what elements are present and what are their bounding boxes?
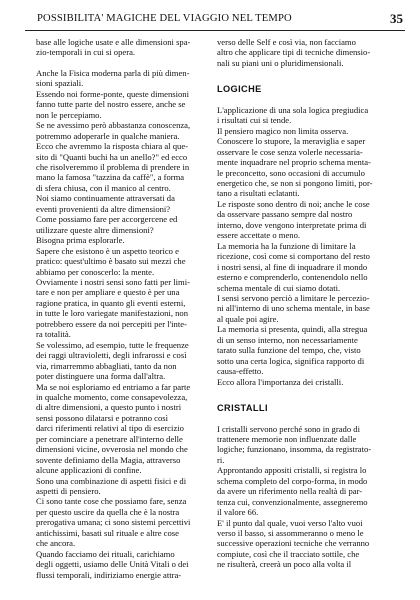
text-line: ra totalità. xyxy=(36,329,71,340)
text-line: sioni spaziali. xyxy=(36,78,84,89)
text-line: il valore 66. xyxy=(217,507,259,518)
text-line: Noi siamo continuamente attraversati da xyxy=(36,193,175,204)
text-line: Se ne avessimo però abbastanza conoscenza, xyxy=(36,120,191,131)
text-line: osservare le cose senza volerle necessaria- xyxy=(217,146,363,157)
text-line: Approntando appositi cristalli, si registra lo xyxy=(217,465,367,476)
text-line: eventi provenienti da altre dimensioni? xyxy=(36,203,171,214)
text-line: mente inquadrare nel proprio schema menta- xyxy=(217,157,371,168)
text-line: che risolveremmo il problema di prendere in xyxy=(36,161,190,172)
text-line: La memoria si presenta, quindi, alla stregua xyxy=(217,324,368,335)
paragraph-gap xyxy=(217,387,389,403)
text-line: Ovviamente i nostri sensi sono fatti per limi- xyxy=(36,276,190,287)
text-line: flussi temporali, indiriziamo energie attra- xyxy=(36,569,182,580)
text-line: I sensi servono perciò a limitare le percezio- xyxy=(217,292,370,303)
left-column xyxy=(36,37,208,580)
text-line: Le risposte sono dentro di noi; anche le cose xyxy=(217,198,370,209)
text-line: prerogativa umana; ci sono sistemi percettivi xyxy=(36,517,191,528)
text-line: in qualche momento, come consapevolezza, xyxy=(36,391,188,402)
text-line: logiche; funzionano, insomma, da registrato- xyxy=(217,444,372,455)
text-line: Ecco che avremmo la risposta chiara al que- xyxy=(36,141,188,152)
section-heading: CRISTALLI xyxy=(217,403,268,414)
text-line: di sfera chiusa, con il manico al centro. xyxy=(36,182,171,193)
text-line: da avere un riferimento nella realtà di par- xyxy=(217,486,363,497)
text-line: darci riferimenti relativi al tipo di esercizio xyxy=(36,423,184,434)
right-column xyxy=(217,37,389,570)
text-line: tenza cui, convenzionalmente, assegneremo xyxy=(217,496,368,507)
text-line: poter distinguere una forma dall'altra. xyxy=(36,371,166,382)
text-line: ri. xyxy=(217,454,225,465)
text-line: Anche la Fisica moderna parla di più dimen- xyxy=(36,67,190,78)
text-line: in tutte le loro variegate manifestazioni, non xyxy=(36,308,189,319)
text-line: antichissimi, basati sul rituale e altre cose xyxy=(36,527,179,538)
text-line: alcune applicazioni di confine. xyxy=(36,465,142,476)
text-line: abbiamo per conoscerlo: la mente. xyxy=(36,266,155,277)
text-line: non le percepiamo. xyxy=(36,109,102,120)
text-line: per questo uscire da quella che è la nostra xyxy=(36,506,180,517)
text-line: schema mentale di cui siamo dotati. xyxy=(217,282,341,293)
text-line: esterno e comprenderlo, contenendolo nello xyxy=(217,272,368,283)
text-line: al quale poi agire. xyxy=(217,313,279,324)
text-line: Ecco allora l'importanza dei cristalli. xyxy=(217,376,344,387)
text-line: di un senso interno, non necessariamente xyxy=(217,334,358,345)
section-heading: LOGICHE xyxy=(217,84,262,95)
text-line: Sapere che esistono è un aspetto teorico e xyxy=(36,245,179,256)
text-line: sovente definiamo della Magia, attraverso xyxy=(36,454,181,465)
text-line: E' il punto dal quale, vuoi verso l'alto vuoi xyxy=(217,517,363,528)
text-line: utilizzare queste altre dimensioni? xyxy=(36,224,154,235)
paragraph-gap xyxy=(217,68,389,84)
text-line: energetico che, se non si pongono limiti, por- xyxy=(217,177,373,188)
text-line: potrebbero essere da noi percepiti per l'inte- xyxy=(36,318,187,329)
text-line: Il pensiero magico non limita osserva. xyxy=(217,125,349,136)
text-line: via, rimarremmo abbagliati, tanto da non xyxy=(36,360,177,371)
text-line: schema completo del corpo-forma, in modo xyxy=(217,475,368,486)
text-line: verso delle Self e così via, non facciamo xyxy=(217,37,356,47)
text-line: ricezione, così come si comportano del resto xyxy=(217,251,370,262)
text-line: trattenere memorie non influenzate dalle xyxy=(217,433,357,444)
text-line: potremmo adoperarle in qualche maniera. xyxy=(36,130,180,141)
text-line: le preconcetto, sono occasioni di accumulo xyxy=(217,167,365,178)
text-line: interno, dove vengono interpretate prima di xyxy=(217,219,367,230)
text-line: ragione pratica, in quanto gli eventi esterni, xyxy=(36,297,186,308)
text-line: essere accettate o meno. xyxy=(217,230,301,241)
text-line: L'applicazione di una sola logica pregiudica xyxy=(217,104,369,115)
text-line: da osservare passano sempre dal nostro xyxy=(217,209,353,220)
text-line: degli oggetti, usiamo delle Unità Vitali o dei xyxy=(36,559,189,570)
text-line: Essendo noi forme-ponte, queste dimensioni xyxy=(36,88,189,99)
text-line: Ci sono tante cose che possiamo fare, senza xyxy=(36,496,187,507)
text-line: Conoscere lo stupore, la meraviglia e saper xyxy=(217,136,366,147)
text-line: Se volessimo, ad esempio, tutte le frequenze xyxy=(36,339,189,350)
text-line: nali su piani uni o pluridimensionali. xyxy=(217,57,344,68)
text-line: aspetti di pensiero. xyxy=(36,486,101,497)
text-line: I cristalli servono perché sono in grado di xyxy=(217,423,360,434)
text-line: sotto una certa logica, significa rapporto di xyxy=(217,355,365,366)
running-title: POSSIBILITA' MAGICHE DEL VIAGGIO NEL TEMPO xyxy=(37,13,292,24)
text-line: fanno tutte parte del nostro essere, anche se xyxy=(36,99,186,110)
text-line: causa-effetto. xyxy=(217,366,264,377)
text-line: tare e non per ampliare e questo è per una xyxy=(36,287,180,298)
text-line: Ma se noi esploriamo ed entriamo a far parte xyxy=(36,381,191,392)
text-line: pratico: quest'ultimo è basato sui mezzi che xyxy=(36,256,186,267)
text-line: di altre dimensioni, a questo punto i nostri xyxy=(36,402,182,413)
text-line: tarato sulla funzione del tempo, che, visto xyxy=(217,345,361,356)
text-line: ni all'interno di uno schema mentale, in base xyxy=(217,303,370,314)
text-line: altro che applicare tipi di tecniche dimensio- xyxy=(217,47,371,58)
text-line: verso il basso, si assommeranno o meno le xyxy=(217,528,364,539)
text-line: dei raggi ultravioletti, degli infrarossi e così xyxy=(36,350,187,361)
text-line: Bisogna prima esplorarle. xyxy=(36,235,125,246)
text-line: ne risulterà, creerà un poco alla volta il xyxy=(217,559,352,570)
text-line: i risultati cui si tende. xyxy=(217,115,292,126)
text-line: compiute, così che il tracciato sottile, che xyxy=(217,548,360,559)
text-line: base alle logiche usate e alle dimensioni spa- xyxy=(36,37,191,47)
text-line: per cominciare a penetrare all'interno delle xyxy=(36,433,183,444)
text-line: dimensioni vicine, ovverosia nel mondo che xyxy=(36,444,188,455)
paragraph-gap xyxy=(36,58,208,68)
page-number: 35 xyxy=(390,11,403,26)
text-line: che ancora. xyxy=(36,538,76,549)
text-line: Come possiamo fare per accorgercene ed xyxy=(36,214,178,225)
text-line: La memoria ha la funzione di limitare la xyxy=(217,240,356,251)
text-line: mano la famosa "tazzina da caffè", a forma xyxy=(36,172,185,183)
text-line: i nostri sensi, al fine di inquadrare il mondo xyxy=(217,261,368,272)
text-line: sito di "Quanti buchi ha un anello?" ed ecco xyxy=(36,151,188,162)
page-header xyxy=(25,10,405,31)
text-line: Quando facciamo dei rituali, carichiamo xyxy=(36,548,175,559)
text-line: successive operazioni tecniche che verranno xyxy=(217,538,370,549)
text-line: sensi possono dilatarsi e potranno così xyxy=(36,412,168,423)
text-line: zio-temporali in cui si opera. xyxy=(36,47,136,58)
text-line: tano a risultati eclatanti. xyxy=(217,188,300,199)
text-line: Sono una combinazione di aspetti fisici e di xyxy=(36,475,187,486)
